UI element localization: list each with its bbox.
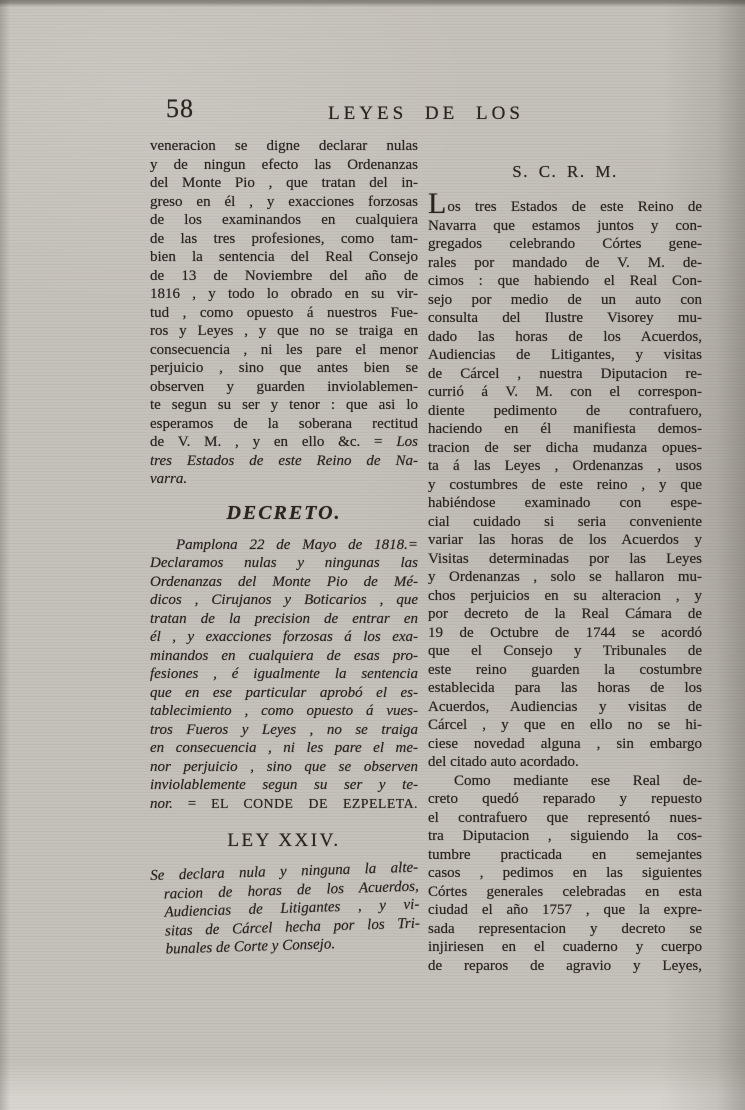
text-line: Declaramos nulas y ningunas las (150, 555, 418, 571)
petition-continuation-paragraph (150, 137, 418, 489)
text-line: tablecimiento , como opuesto á vues- (150, 703, 418, 719)
text-line: de reparos de agravio y Leyes, (428, 957, 702, 974)
text-line: sitas de Cárcel hecha por los Tri- (164, 915, 421, 940)
text-line: sada representacion y decreto se (428, 920, 702, 937)
text-line: perjuicio , sino que antes bien se (150, 360, 418, 376)
text-line: del citado auto acordado. (428, 754, 579, 770)
text-line: este reino guarden la costumbre (428, 661, 702, 678)
text-line: sejo por medio de un auto con (428, 291, 702, 308)
text-line: injiriesen en el cuaderno y cuerpo (428, 939, 702, 955)
text-line: haciendo en él manifiesta demos- (428, 421, 702, 437)
text-line: Acuerdos, Audiencias y visitas de (428, 698, 702, 715)
como-mediante-paragraph (428, 772, 702, 976)
text-line: él , y exacciones forzosas á los exa- (150, 629, 418, 645)
text-line: observen y guarden inviolablemen- (150, 378, 418, 395)
text-line (150, 470, 418, 489)
text-line: ros y Leyes , y que no se traiga en (150, 323, 418, 339)
text-segment: EL CONDE DE EZPELETA. (211, 795, 418, 811)
text-line: consecuencia , ni les pare el menor (150, 341, 418, 358)
text-line: racion de horas de los Acuerdos, (163, 878, 419, 903)
text-line: currió á V. M. con el correspon- (428, 384, 702, 400)
text-line: Ordenanzas del Monte Pio de Mé- (150, 573, 418, 590)
text-line: y de ningun efecto las Ordenanzas (150, 156, 418, 173)
text-line: diente pedimento de contrafuero, (428, 402, 702, 419)
text-line: nor perjuicio , sino que se observen (150, 758, 418, 775)
text-line: Pamplona 22 de Mayo de 1818.= (176, 536, 418, 553)
ley-xxiv-heading (150, 829, 418, 853)
text-line: 19 de Octubre de 1744 se acordó (428, 624, 702, 641)
text-line: Visitas determinadas por las Leyes (428, 550, 702, 567)
text-line: dado las horas de los Acuerdos, (428, 328, 702, 345)
text-segment: = (187, 795, 212, 812)
text-line: tros Fueros y Leyes , no se traiga (150, 721, 418, 738)
text-line: ta á las Leyes , Ordenanzas , usos (428, 458, 702, 474)
text-line (150, 795, 418, 814)
text-line: habiéndose examinado con espe- (428, 495, 702, 511)
text-line: tumbre practicada en semejantes (428, 846, 702, 863)
text-line: tra Diputacion , siguiendo la cos- (428, 828, 702, 844)
text-line: bien la sentencia del Real Consejo (150, 249, 418, 265)
left-column (150, 137, 421, 960)
text-segment: varra. (150, 471, 188, 487)
text-line: te segun su ser y tenor : que asi lo (150, 397, 418, 413)
text-line (428, 187, 702, 220)
text-line: dicos , Cirujanos y Boticarios , que (150, 592, 418, 608)
text-segment: Los (396, 434, 418, 450)
text-line: por decreto de la Real Cámara de (428, 606, 702, 622)
text-line: inviolablemente segun su ser y te- (150, 777, 418, 793)
running-title: LEYES DE LOS (328, 103, 524, 124)
text-segment: os tres Estados de este Reino de (447, 199, 702, 215)
text-line: de Cárcel , nuestra Diputacion re- (428, 365, 702, 382)
text-line: de 13 de Noviembre del año de (150, 267, 418, 284)
drop-cap-initial: L (428, 187, 448, 220)
text-line: y costumbres de este reino , y que (428, 476, 702, 493)
text-line: esperamos de la soberana rectitud (150, 415, 418, 432)
text-line: S. C. R. M. (512, 162, 618, 181)
text-line: LEY XXIV. (227, 830, 341, 851)
text-line: tratan de la precision de entrar en (150, 610, 418, 627)
text-line: de los examinandos en cualquiera (150, 212, 418, 228)
text-line: que el Consejo y Tribunales de (428, 643, 702, 659)
text-line: tracion de ser dicha mudanza opues- (428, 439, 702, 456)
text-line: tud , como opuesto á nuestros Fue- (150, 304, 418, 321)
text-line (150, 452, 418, 471)
text-line: rales por mandado de V. M. de- (428, 254, 702, 271)
page-number: 58 (166, 94, 194, 123)
text-line: cial cuidado si seria conveniente (428, 513, 702, 530)
text-segment: nor. (150, 795, 188, 812)
text-line: consulta del Ilustre Visorey mu- (428, 310, 702, 326)
text-line: que en ese particular aprobó el es- (150, 684, 418, 701)
text-line: y Ordenanzas , solo se hallaron mu- (428, 569, 702, 585)
text-line: ciudad el año 1757 , que la expre- (428, 902, 702, 918)
text-line: el contrafuero que representó nues- (428, 809, 702, 826)
text-line: creto quedó reparado y repuesto (428, 791, 702, 807)
text-line: Audiencias de Litigantes, y visitas (428, 347, 702, 363)
text-line: minandos en cualquiera de esas pro- (150, 647, 418, 664)
decreto-heading (150, 500, 418, 526)
text-line: DECRETO. (226, 501, 342, 524)
text-line: establecida para las horas de los (428, 680, 702, 696)
text-segment: de V. M. , y en ello &c. = (150, 434, 397, 450)
text-line: de las tres profesiones, como tam- (150, 230, 418, 247)
text-line: en consecuencia , ni les pare el me- (150, 740, 418, 756)
text-line: bunales de Corte y Consejo. (165, 936, 336, 958)
text-line: Como mediante ese Real de- (454, 772, 702, 789)
text-line: ciese novedad alguna , sin embargo (428, 735, 702, 752)
text-line: veneracion se digne declarar nulas (150, 138, 418, 154)
text-line: greso en él , y exacciones forzosas (150, 193, 418, 210)
text-line: variar las horas de los Acuerdos y (428, 532, 702, 548)
text-line: casos , pedimos en las siguientes (428, 865, 702, 881)
text-line: Córtes generales celebradas en esta (428, 883, 702, 900)
text-segment: tres Estados de este Reino de Na- (150, 452, 418, 469)
text-line: fesiones , é igualmente la sentencia (150, 666, 418, 682)
right-column (428, 137, 702, 975)
text-line (150, 433, 418, 452)
text-line: chos perjuicios en su alteracion , y (428, 587, 702, 604)
text-line: cimos : que habiendo el Real Con- (428, 273, 702, 289)
petition-paragraph (428, 187, 702, 772)
text-line: del Monte Pio , que tratan del in- (150, 175, 418, 191)
text-line: Cárcel , y que en ello no se hi- (428, 717, 702, 733)
text-line: 1816 , y todo lo obrado en su vir- (150, 286, 418, 302)
decreto-paragraph (150, 536, 418, 814)
text-line: gregados celebrando Córtes gene- (428, 236, 702, 252)
text-line: Audiencias de Litigantes , y vi- (164, 896, 420, 921)
ley-xxiv-summary (150, 859, 421, 960)
scrm-heading (428, 161, 702, 183)
text-line: Se declara nula y ninguna la alte- (150, 859, 419, 884)
text-line: Navarra que estamos juntos y con- (428, 217, 702, 234)
